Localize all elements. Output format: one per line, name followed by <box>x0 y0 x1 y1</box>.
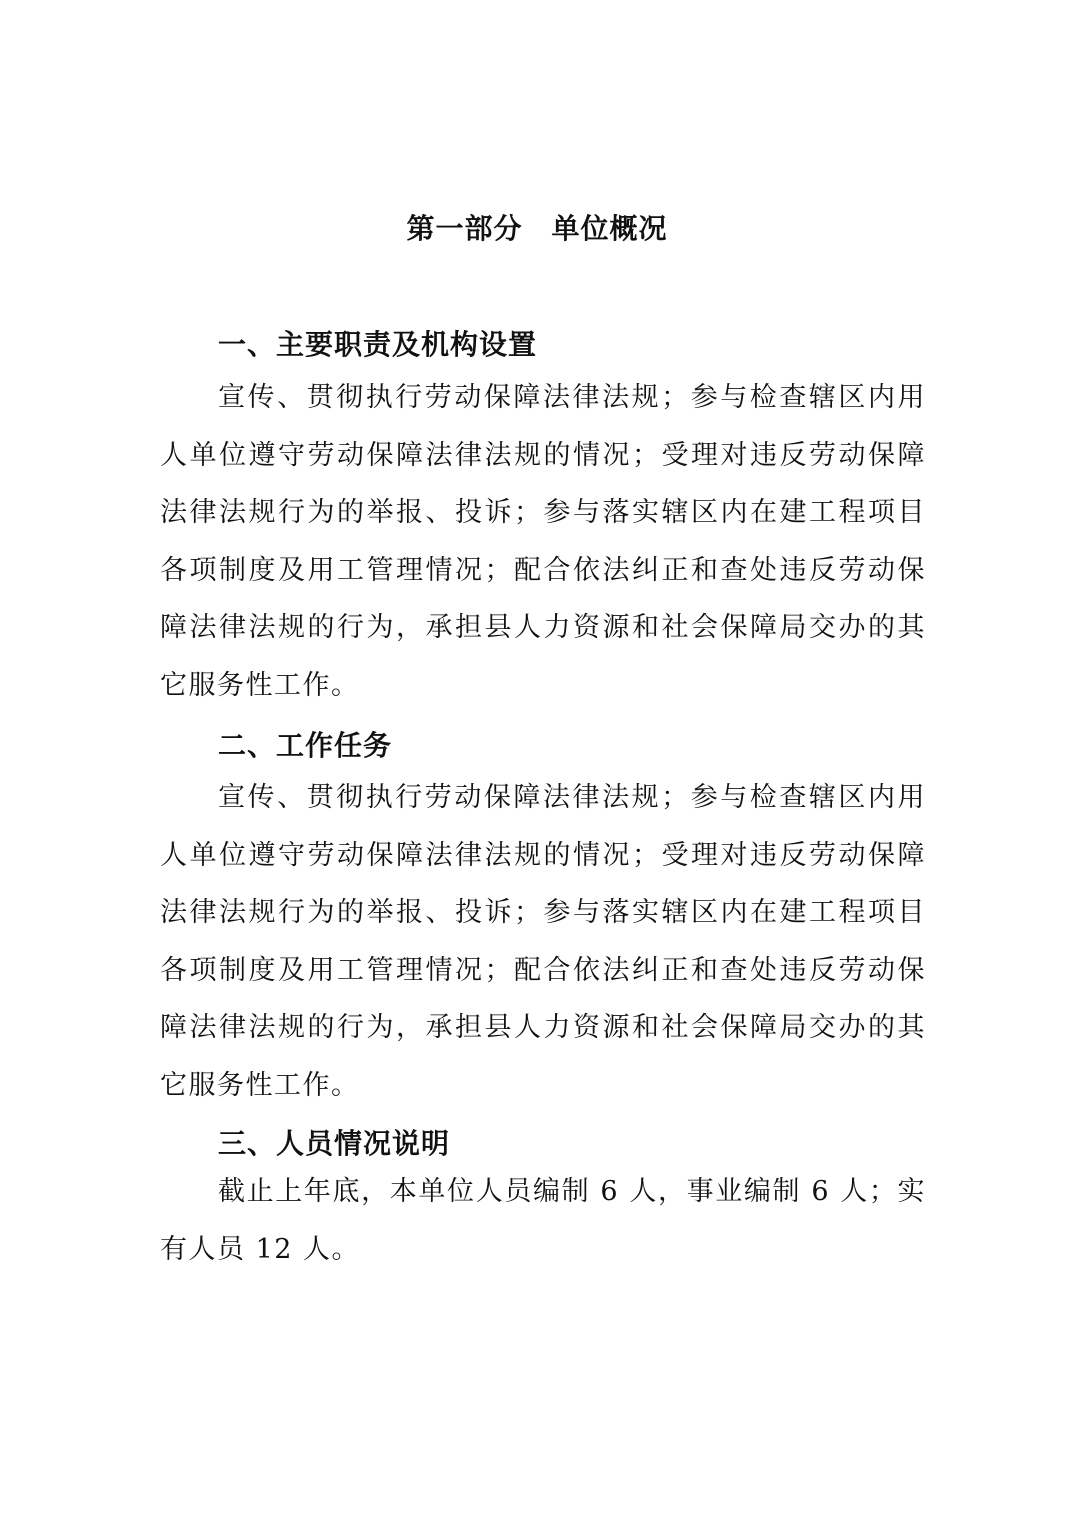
section-heading-1: 一、主要职责及机构设置 <box>218 328 538 361</box>
section-body-2: 宣传、贯彻执行劳动保障法律法规；参与检查辖区内用人单位遵守劳动保障法律法规的情况；受理对违反劳动保障法律法规行为的举报、投诉；参与落实辖区内在建工程项目各项制度及用工管理情况；配合依法纠正和查处违反劳动保障法律法规的行为，承担县人力资源和社会保障局交办的其它服务性工作。 <box>160 782 926 1101</box>
section-heading-3: 三、人员情况说明 <box>218 1127 451 1160</box>
section-heading-2: 二、工作任务 <box>218 729 393 762</box>
section-body-3: 截止上年底，本单位人员编制 6 人，事业编制 6 人；实有人员 12 人。 <box>160 1176 926 1265</box>
page-title: 第一部分 单位概况 <box>406 212 668 245</box>
section-body-1: 宣传、贯彻执行劳动保障法律法规；参与检查辖区内用人单位遵守劳动保障法律法规的情况；受理对违反劳动保障法律法规行为的举报、投诉；参与落实辖区内在建工程项目各项制度及用工管理情况；配合依法纠正和查处违反劳动保障法律法规的行为，承担县人力资源和社会保障局交办的其它服务性工作。 <box>160 382 926 701</box>
